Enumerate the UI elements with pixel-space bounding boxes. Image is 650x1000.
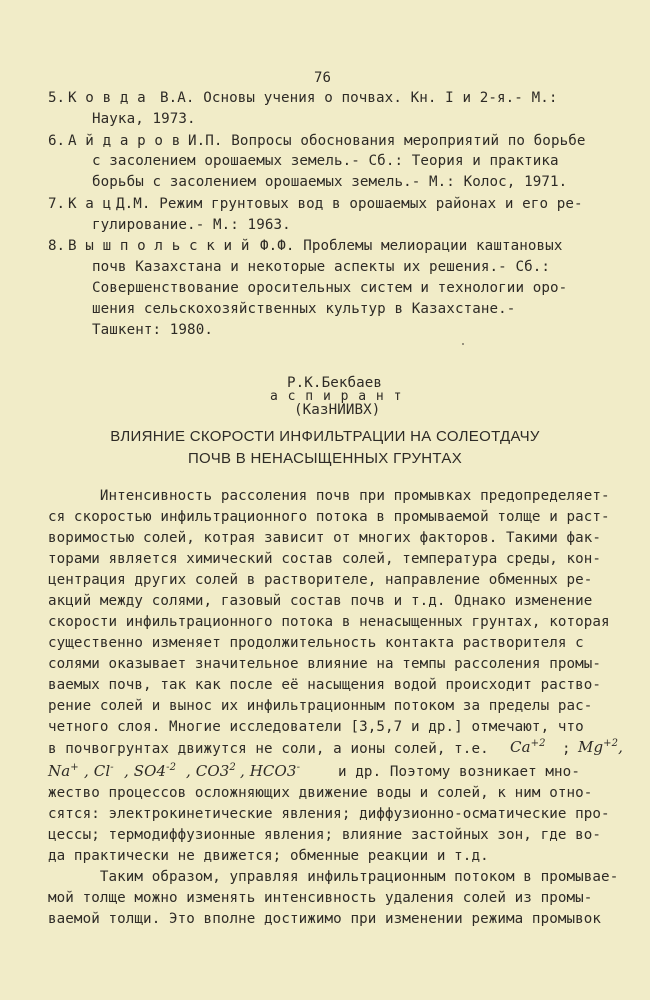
- reference-text: гулирование.- М.: 1963.: [92, 217, 291, 233]
- ion-formula: , HCO3-: [240, 762, 301, 780]
- ion-formula: $Mg^{+2}$,: [578, 738, 623, 756]
- article-affiliation: (КазНИИВХ): [294, 402, 381, 418]
- reference-number: 8.: [48, 238, 66, 254]
- reference-author: А й д а р о в: [68, 133, 181, 149]
- separator: ;: [562, 741, 571, 757]
- body-line: центрация других солей в растворителе, направление обменных ре-: [48, 572, 593, 588]
- body-line: ваемых почв, так как после её насыщения водой происходит раство-: [48, 677, 602, 693]
- body-line: акций между солями, газовый состав почв и т.д. Однако изменение: [48, 593, 593, 609]
- body-line: солями оказывает значительное влияние на темпы рассоления промы-: [48, 656, 602, 672]
- body-line: Интенсивность рассоления почв при промывках предопределяет-: [48, 488, 610, 504]
- reference-text: Наука, 1973.: [92, 111, 196, 127]
- body-line: цессы; термодиффузионные явления; влияние застойных зон, где во-: [48, 827, 602, 843]
- reference-text: Ташкент: 1980.: [92, 322, 213, 338]
- page-number: 76: [314, 70, 332, 86]
- article-title-line-1: ВЛИЯНИЕ СКОРОСТИ ИНФИЛЬТРАЦИИ НА СОЛЕОТДАЧУ: [110, 428, 540, 445]
- ion-formula: , Cl-: [84, 762, 114, 780]
- ion-formula: , $CO3^2$: [186, 762, 236, 780]
- reference-number: 5.: [48, 90, 66, 106]
- reference-text: Совершенствование оросительных систем и технологии оро-: [92, 280, 568, 296]
- article-author: Р.К.Бекбаев: [287, 375, 383, 391]
- body-line: Таким образом, управляя инфильтрационным потоком в промывае-: [48, 869, 619, 885]
- reference-text: И.П. Вопросы обоснования мероприятий по борьбе: [188, 133, 586, 149]
- body-line: и др. Поэтому возникает мно-: [338, 764, 580, 780]
- reference-author: В ы ш п о л ь с к и й: [68, 238, 250, 254]
- body-line: воримостью солей, котрая зависит от многих факторов. Такими фак-: [48, 530, 602, 546]
- body-line: рение солей и вынос их инфильтрационным потоком за пределы рас-: [48, 698, 593, 714]
- article-title-line-2: ПОЧВ В НЕНАСЫЩЕННЫХ ГРУНТАХ: [187, 450, 463, 467]
- article-author-position: а с п и р а н т: [270, 389, 403, 404]
- ion-formula: , $SO4^{-2}$: [124, 762, 177, 780]
- body-line: существенно изменяет продолжительность контакта растворителя с: [48, 635, 584, 651]
- body-line: скорости инфильтрационного потока в ненасыщенных грунтах, которая: [48, 614, 610, 630]
- body-line: в почвогрунтах движутся не соли, а ионы солей, т.е.: [48, 741, 489, 757]
- reference-number: 7.: [48, 196, 66, 212]
- ion-formula: Na+: [48, 762, 79, 780]
- body-line: ся скоростью инфильтрационного потока в промываемой толще и раст-: [48, 509, 610, 525]
- reference-text: Ф.Ф. Проблемы мелиорации каштановых: [260, 238, 563, 254]
- body-line: четного слоя. Многие исследователи [3,5,7 и др.] отмечают, что: [48, 719, 584, 735]
- reference-text: шения сельскохозяйственных культур в Казахстане.-: [92, 301, 516, 317]
- reference-number: 6.: [48, 133, 66, 149]
- reference-author: К о в д а: [68, 90, 146, 106]
- body-line: мой толще можно изменять интенсивность удаления солей из промы-: [48, 890, 593, 906]
- body-line: жество процессов осложняющих движение воды и солей, к ним отно-: [48, 785, 593, 801]
- speck: [462, 343, 464, 345]
- body-line: да практически не движется; обменные реакции и т.д.: [48, 848, 489, 864]
- reference-author: К а ц: [68, 196, 112, 212]
- reference-text: В.А. Основы учения о почвах. Кн. I и 2-я.- М.:: [160, 90, 558, 106]
- ion-formula: $Ca^{+2}$: [510, 738, 546, 756]
- body-line: ваемой толщи. Это вполне достижимо при изменении режима промывок: [48, 911, 602, 927]
- reference-text: борьбы с засолением орошаемых земель.- М.: Колос, 1971.: [92, 174, 568, 190]
- reference-text: почв Казахстана и некоторые аспекты их решения.- Сб.:: [92, 259, 551, 275]
- reference-text: Д.М. Режим грунтовых вод в орошаемых районах и его ре-: [116, 196, 583, 212]
- reference-text: с засолением орошаемых земель.- Сб.: Теория и практика: [92, 153, 559, 169]
- body-line: торами является химический состав солей, температура среды, кон-: [48, 551, 602, 567]
- body-line: сятся: электрокинетические явления; диффузионно-осматические про-: [48, 806, 610, 822]
